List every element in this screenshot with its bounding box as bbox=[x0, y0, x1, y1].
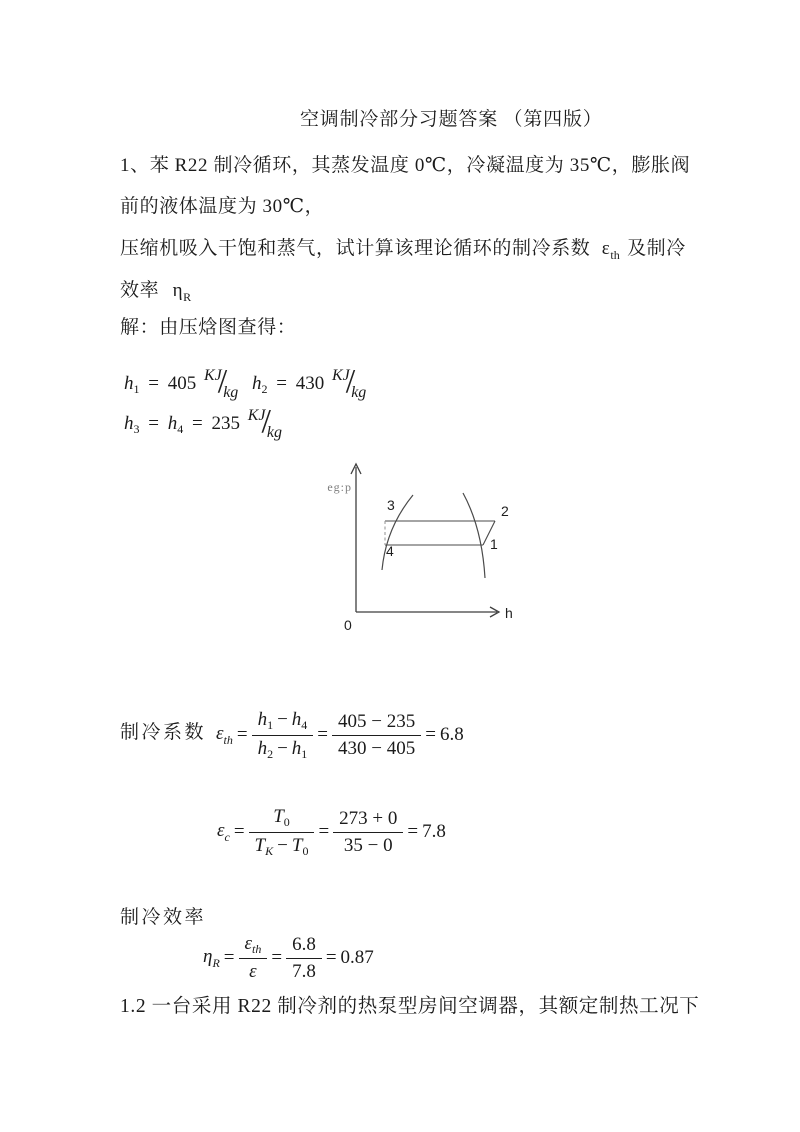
unit-kj-per-kg: $^{KJ}/_{kg}$ bbox=[247, 403, 283, 441]
formula-h1: $h_1 = 405$ $^{KJ}/_{kg}$ bbox=[124, 360, 238, 398]
epsilon-c-equation: $\varepsilon_c$ = $\frac{T_0}{T_K - T_0}$ = $\frac{273 + 0}{35 - 0}$ = 7.8 bbox=[217, 805, 446, 858]
problem1-line2: 前的液体温度为 30℃， bbox=[120, 196, 325, 217]
epsilon-th-symbol: $\varepsilon_{th}$ bbox=[216, 722, 233, 747]
numeric-fraction: $\frac{6.8}{7.8}$ bbox=[286, 935, 322, 982]
epsilon-th-inline: $\varepsilon_{th}$ bbox=[601, 238, 620, 262]
eta-r-symbol: $\eta_R$ bbox=[203, 945, 220, 970]
epsilon-c-result: 7.8 bbox=[422, 821, 446, 842]
numeric-fraction: $\frac{273 + 0}{35 - 0}$ bbox=[333, 809, 403, 856]
epsilon-th-equation: $\varepsilon_{th}$ = $\frac{h_1 - h_4}{h_2 - h_1}$ = $\frac{405 - 235}{430 - 405}$ = 6.8 bbox=[216, 708, 464, 761]
problem1-line1: 1、苯 R22 制冷循环，其蒸发温度 0℃，冷凝温度为 35℃，膨胀阀 bbox=[120, 155, 691, 176]
eta-r-result: 0.87 bbox=[340, 947, 374, 968]
page-title: 空调制冷部分习题答案 （第四版） bbox=[300, 109, 603, 130]
state-point-2: 2 bbox=[501, 503, 509, 519]
problem1-line3-tail: 及制冷 bbox=[627, 238, 686, 259]
fraction-slash: / bbox=[345, 363, 356, 400]
cooling-coefficient-label: 制冷系数 bbox=[120, 722, 207, 743]
state-point-3: 3 bbox=[387, 497, 395, 513]
symbolic-fraction: $\frac{T_0}{T_K - T_0}$ bbox=[249, 807, 315, 857]
eta-r-equation: $\eta_R$ = $\varepsilon_{th}$ ε = $\frac{6.8}{7.8}$ = 0.87 bbox=[203, 932, 374, 983]
ph-diagram bbox=[300, 458, 530, 638]
origin-label: 0 bbox=[344, 617, 352, 633]
problem2-line1: 1.2 一台采用 R22 制冷剂的热泵型房间空调器，其额定制热工况下 bbox=[120, 996, 700, 1017]
y-axis-label: eg:p bbox=[327, 480, 352, 494]
unit-kj-per-kg: $^{KJ}/_{kg}$ bbox=[331, 363, 367, 401]
unit-kj-per-kg: $^{KJ}/_{kg}$ bbox=[203, 363, 239, 401]
solution-lead: 解：由压焓图查得： bbox=[120, 317, 297, 338]
problem1-line4 bbox=[120, 275, 191, 305]
epsilon-c-symbol: $\varepsilon_c$ bbox=[217, 819, 230, 844]
cooling-efficiency-label: 制冷效率 bbox=[120, 907, 207, 928]
symbolic-fraction: $\varepsilon_{th}$ ε bbox=[239, 934, 268, 983]
symbolic-fraction: $\frac{h_1 - h_4}{h_2 - h_1}$ bbox=[252, 710, 314, 760]
problem1-line3 bbox=[120, 233, 686, 263]
x-axis-label: h bbox=[505, 605, 513, 621]
state-point-1: 1 bbox=[490, 536, 498, 552]
problem1-line4-text: 效率 bbox=[120, 280, 160, 301]
saturated-vapor-curve bbox=[463, 493, 485, 578]
fraction-slash: / bbox=[261, 403, 271, 440]
eta-r-inline: $\eta_R$ bbox=[172, 280, 192, 304]
problem1-line3-text: 压缩机吸入干饱和蒸气，试计算该理论循环的制冷系数 bbox=[120, 238, 591, 259]
formula-h2: $h_2 = 430$ $^{KJ}/_{kg}$ bbox=[252, 360, 366, 398]
epsilon-th-result: 6.8 bbox=[439, 724, 464, 745]
formula-h3-h4: $h_3 = h_4 = 235$ $^{KJ}/_{kg}$ bbox=[124, 400, 282, 438]
fraction-slash: / bbox=[217, 363, 228, 400]
numeric-fraction: $\frac{405 - 235}{430 - 405}$ bbox=[332, 712, 421, 759]
state-point-4: 4 bbox=[386, 543, 394, 559]
